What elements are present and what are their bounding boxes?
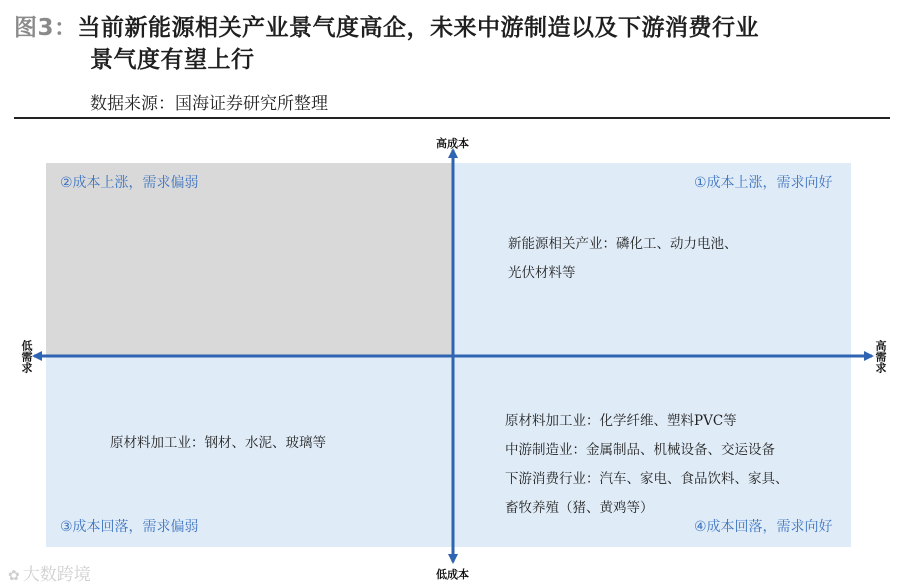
quadrant-3-line: 原材料加工业：钢材、水泥、玻璃等 bbox=[110, 435, 326, 451]
quadrant-1-label: ①成本上涨，需求向好 bbox=[694, 175, 833, 191]
quadrant-3-label: ③成本回落，需求偏弱 bbox=[60, 519, 199, 535]
axis-label-high-cost: 高成本 bbox=[436, 137, 469, 150]
quadrant-4-line: 下游消费行业：汽车、家电、食品饮料、家具、 bbox=[505, 471, 789, 487]
axis-label-high-demand: 高需求 bbox=[874, 340, 887, 373]
title-line-2: 景气度有望上行 bbox=[90, 47, 255, 73]
watermark-text: 大数跨境 bbox=[22, 565, 91, 585]
quadrant-4-line: 畜牧养殖（猪、黄鸡等） bbox=[505, 500, 654, 516]
quadrant-1-line: 新能源相关产业：磷化工、动力电池、 bbox=[508, 236, 738, 252]
quadrant-1-line: 光伏材料等 bbox=[508, 265, 576, 281]
quadrant-4-label: ④成本回落，需求向好 bbox=[694, 519, 833, 535]
figure-number: 图3： bbox=[14, 15, 78, 41]
quadrant-4-line: 中游制造业：金属制品、机械设备、交运设备 bbox=[505, 442, 775, 458]
watermark bbox=[8, 560, 91, 585]
title-line-1: 当前新能源相关产业景气度高企，未来中游制造以及下游消费行业 bbox=[77, 15, 760, 41]
logo-mark-icon: ✿ bbox=[8, 568, 20, 584]
data-source: 数据来源：国海证券研究所整理 bbox=[90, 94, 328, 114]
quadrant-2-label: ②成本上涨，需求偏弱 bbox=[60, 175, 199, 191]
quadrant-4-line: 原材料加工业：化学纤维、塑料PVC等 bbox=[505, 413, 737, 429]
axis-label-low-cost: 低成本 bbox=[436, 568, 469, 581]
axis-label-low-demand: 低需求 bbox=[20, 340, 33, 373]
